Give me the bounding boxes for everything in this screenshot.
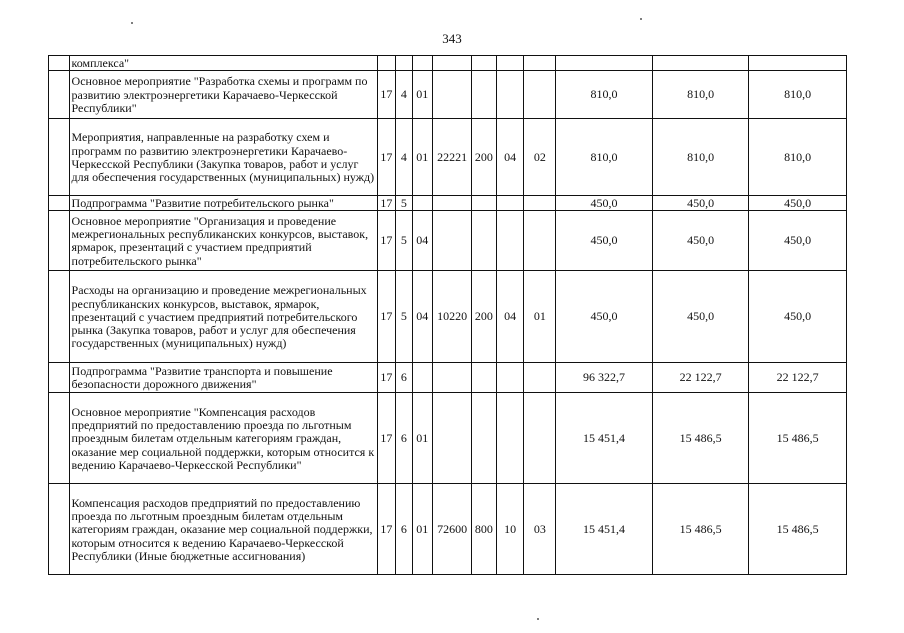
row-code-6 (496, 56, 524, 71)
row-code-4 (433, 196, 472, 211)
row-code-7: 01 (524, 271, 556, 363)
row-value-1: 96 322,7 (556, 363, 653, 393)
row-code-2: 5 (396, 196, 412, 211)
table-row (49, 71, 847, 119)
row-description: Компенсация расходов предприятий по предоставлению проезда по льготным проездным билетам отдельным категориям граждан, оказание мер социальной поддержки, которым относится к ведению Карачаево-Черкесской Республики (Иные бюджетные ассигнования) (69, 484, 377, 575)
row-blank-cell (49, 56, 70, 71)
row-value-3: 810,0 (749, 71, 847, 119)
row-code-2 (396, 56, 412, 71)
row-value-3: 810,0 (749, 119, 847, 196)
row-code-6: 04 (496, 119, 524, 196)
row-code-4 (433, 56, 472, 71)
row-value-1: 450,0 (556, 211, 653, 271)
row-blank-cell (49, 363, 70, 393)
row-value-2: 450,0 (652, 271, 749, 363)
row-description: Мероприятия, направленные на разработку схем и программ по развитию электроэнергетики Карачаево-Черкесской Республики (Закупка товаров, работ и услуг для обеспечения государственных (муниципальных) нужд) (69, 119, 377, 196)
row-code-1 (377, 56, 395, 71)
row-code-7: 02 (524, 119, 556, 196)
row-code-6 (496, 211, 524, 271)
row-value-2: 810,0 (652, 71, 749, 119)
row-code-3: 04 (412, 271, 433, 363)
row-code-6 (496, 196, 524, 211)
row-value-2: 810,0 (652, 119, 749, 196)
row-code-6: 10 (496, 484, 524, 575)
row-value-1: 810,0 (556, 119, 653, 196)
scan-speck (640, 18, 642, 20)
row-code-3: 01 (412, 119, 433, 196)
row-code-1: 17 (377, 119, 395, 196)
row-code-2: 6 (396, 393, 412, 484)
budget-table (48, 55, 847, 575)
row-code-3: 01 (412, 71, 433, 119)
row-code-4 (433, 211, 472, 271)
budget-table-container (48, 55, 847, 575)
page-number: 343 (442, 31, 462, 46)
row-value-2: 450,0 (652, 211, 749, 271)
row-code-4: 10220 (433, 271, 472, 363)
row-value-1 (556, 56, 653, 71)
row-value-2: 15 486,5 (652, 484, 749, 575)
row-code-4: 72600 (433, 484, 472, 575)
row-code-5: 200 (472, 271, 497, 363)
row-code-7 (524, 211, 556, 271)
row-code-2: 4 (396, 71, 412, 119)
row-code-2: 6 (396, 484, 412, 575)
row-blank-cell (49, 196, 70, 211)
row-blank-cell (49, 484, 70, 575)
row-blank-cell (49, 271, 70, 363)
row-value-3: 15 486,5 (749, 393, 847, 484)
row-value-1: 450,0 (556, 271, 653, 363)
row-value-1: 450,0 (556, 196, 653, 211)
row-code-7 (524, 363, 556, 393)
row-code-7 (524, 56, 556, 71)
row-code-1: 17 (377, 484, 395, 575)
row-code-6 (496, 71, 524, 119)
row-description: Основное мероприятие "Компенсация расходов предприятий по предоставлению проезда по льготным проездным билетам отдельным категориям граждан, оказание мер социальной поддержки, которым относится к ведению Карачаево-Черкесской Республики" (69, 393, 377, 484)
row-code-2: 6 (396, 363, 412, 393)
row-code-4 (433, 363, 472, 393)
scan-speck (131, 22, 133, 24)
table-row (49, 393, 847, 484)
row-code-7: 03 (524, 484, 556, 575)
row-code-6 (496, 393, 524, 484)
row-code-2: 5 (396, 211, 412, 271)
row-code-1: 17 (377, 393, 395, 484)
row-code-2: 4 (396, 119, 412, 196)
table-row (49, 363, 847, 393)
row-code-3 (412, 363, 433, 393)
row-code-3 (412, 196, 433, 211)
row-value-3: 22 122,7 (749, 363, 847, 393)
row-code-5 (472, 71, 497, 119)
row-code-5: 800 (472, 484, 497, 575)
row-code-6 (496, 363, 524, 393)
row-value-2: 15 486,5 (652, 393, 749, 484)
row-code-5 (472, 363, 497, 393)
row-code-1: 17 (377, 211, 395, 271)
row-blank-cell (49, 211, 70, 271)
row-value-3: 450,0 (749, 196, 847, 211)
row-code-1: 17 (377, 363, 395, 393)
row-code-6: 04 (496, 271, 524, 363)
table-row (49, 196, 847, 211)
scan-speck (537, 618, 539, 620)
row-description: Подпрограмма "Развитие потребительского рынка" (69, 196, 377, 211)
table-row (49, 56, 847, 71)
row-value-3: 450,0 (749, 211, 847, 271)
row-code-3 (412, 56, 433, 71)
row-code-3: 01 (412, 393, 433, 484)
row-blank-cell (49, 393, 70, 484)
row-value-2: 450,0 (652, 196, 749, 211)
row-value-1: 15 451,4 (556, 484, 653, 575)
row-code-2: 5 (396, 271, 412, 363)
row-code-3: 01 (412, 484, 433, 575)
row-description: Основное мероприятие "Организация и проведение межрегиональных республиканских конкурсов, выставок, ярмарок, презентаций с участием предприятий потребительского рынка" (69, 211, 377, 271)
row-value-2: 22 122,7 (652, 363, 749, 393)
row-value-3: 15 486,5 (749, 484, 847, 575)
row-code-3: 04 (412, 211, 433, 271)
row-value-1: 15 451,4 (556, 393, 653, 484)
row-code-7 (524, 196, 556, 211)
row-code-5 (472, 393, 497, 484)
row-code-5: 200 (472, 119, 497, 196)
row-value-1: 810,0 (556, 71, 653, 119)
row-code-5 (472, 196, 497, 211)
row-description: Подпрограмма "Развитие транспорта и повышение безопасности дорожного движения" (69, 363, 377, 393)
row-code-5 (472, 56, 497, 71)
table-row (49, 271, 847, 363)
row-blank-cell (49, 119, 70, 196)
table-row (49, 211, 847, 271)
row-blank-cell (49, 71, 70, 119)
row-code-1: 17 (377, 196, 395, 211)
row-description: комплекса" (69, 56, 377, 71)
row-code-7 (524, 71, 556, 119)
row-description: Основное мероприятие "Разработка схемы и программ по развитию электроэнергетики Карачаево-Черкесской Республики" (69, 71, 377, 119)
row-code-4: 22221 (433, 119, 472, 196)
row-code-4 (433, 393, 472, 484)
row-code-4 (433, 71, 472, 119)
row-code-1: 17 (377, 71, 395, 119)
row-description: Расходы на организацию и проведение межрегиональных республиканских конкурсов, выставок, ярмарок, презентаций с участием предприятий потребительского рынка (Закупка товаров, работ и услуг для обеспечения государственных (муниципальных) нужд) (69, 271, 377, 363)
row-code-5 (472, 211, 497, 271)
table-row (49, 484, 847, 575)
table-row (49, 119, 847, 196)
row-code-7 (524, 393, 556, 484)
row-code-1: 17 (377, 271, 395, 363)
row-value-3 (749, 56, 847, 71)
row-value-3: 450,0 (749, 271, 847, 363)
row-value-2 (652, 56, 749, 71)
